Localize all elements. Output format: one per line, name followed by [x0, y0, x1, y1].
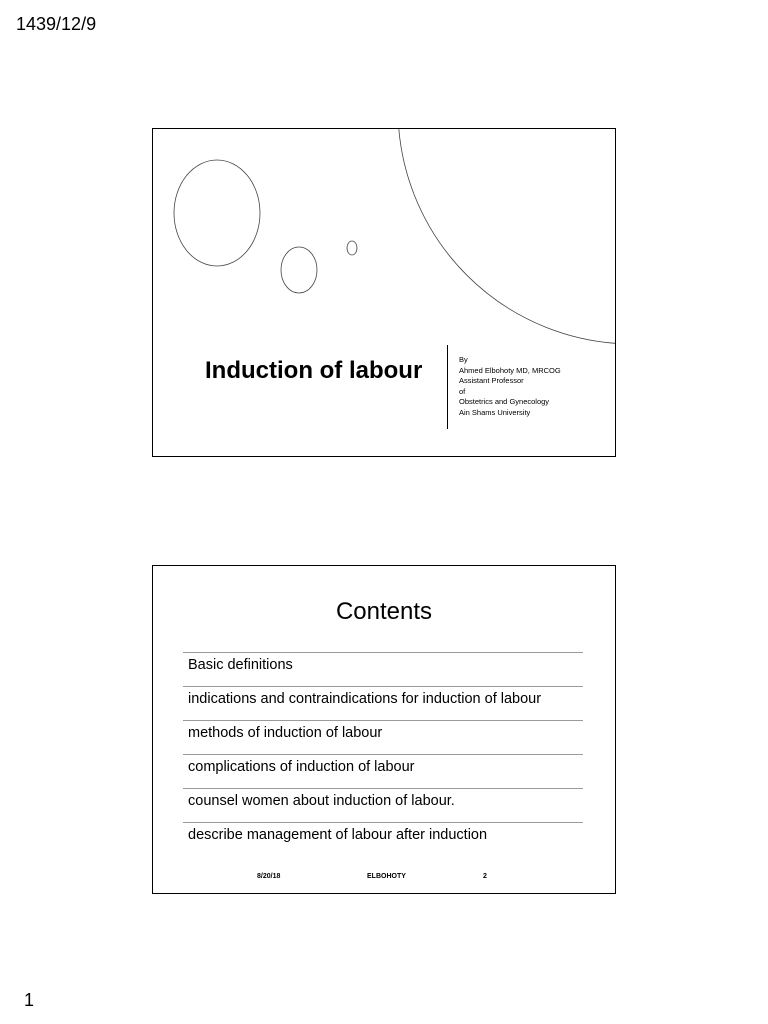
footer-date: 8/20/18	[257, 873, 281, 880]
contents-title: Contents	[335, 598, 433, 625]
medium-circle	[281, 247, 317, 293]
slide-title: Induction of labour	[205, 357, 423, 384]
page-number: 1	[24, 990, 35, 1010]
author-block	[459, 355, 561, 418]
contents-item: indications and contraindications for induction of labour	[183, 686, 583, 720]
title-slide	[152, 128, 616, 457]
author-line: Ain Shams University	[459, 407, 531, 417]
author-line: By	[459, 355, 468, 364]
author-line: Ahmed Elbohoty MD, MRCOG	[459, 365, 561, 375]
contents-item: complications of induction of labour	[183, 754, 583, 788]
footer-slide-number: 2	[483, 873, 487, 880]
author-line: Assistant Professor	[459, 376, 524, 385]
contents-list	[183, 652, 583, 856]
large-circle	[174, 160, 260, 266]
author-line: of	[459, 386, 466, 396]
title-divider	[447, 345, 448, 429]
corner-arc	[398, 129, 615, 344]
page-date: 1439/12/9	[16, 14, 97, 34]
contents-item: methods of induction of labour	[183, 720, 583, 754]
small-circle	[347, 241, 357, 255]
contents-slide	[152, 565, 616, 894]
contents-item: describe management of labour after induction	[183, 822, 583, 856]
contents-item: counsel women about induction of labour.	[183, 788, 583, 822]
contents-item: Basic definitions	[183, 652, 583, 686]
footer-author: ELBOHOTY	[367, 873, 406, 880]
author-line: Obstetrics and Gynecology	[459, 397, 550, 406]
